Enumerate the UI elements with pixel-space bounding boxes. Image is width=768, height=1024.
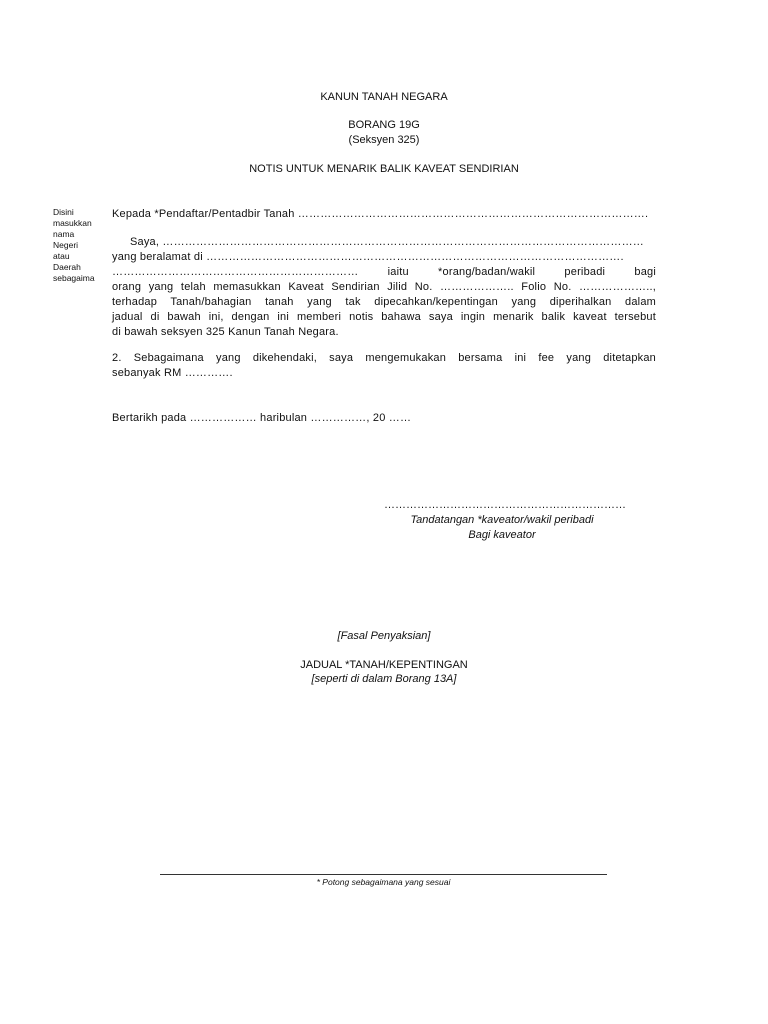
paragraph-1 xyxy=(112,235,656,340)
paragraph-1-line: ………………………………………………………… iaitu *orang/badan/wakil peribadi bagi xyxy=(112,266,656,278)
margin-note-line: Disini xyxy=(53,207,74,217)
attestation-clause: [Fasal Penyaksian] xyxy=(337,630,431,642)
margin-note-line: masukkan xyxy=(53,218,92,228)
paragraph-1-line: orang yang telah memasukkan Kaveat Sendirian Jilid No. ……………….. Folio No. ……………….., xyxy=(112,281,656,293)
paragraph-2-line: 2. Sebagaimana yang dikehendaki, saya mengemukakan bersama ini fee yang ditetapkan xyxy=(112,352,656,364)
form-number: BORANG 19G xyxy=(348,119,420,131)
date-line: Bertarikh pada ……………… haribulan ……………, 20 …… xyxy=(112,412,412,424)
date-block xyxy=(112,411,656,426)
signature-line: ………………………………………………………… xyxy=(384,499,626,511)
margin-note-line: nama xyxy=(53,229,75,239)
schedule-title: JADUAL *TANAH/KEPENTINGAN xyxy=(300,659,468,671)
addressee-block xyxy=(112,207,656,222)
law-title: KANUN TANAH NEGARA xyxy=(320,91,448,103)
addressee-line: Kepada *Pendaftar/Pentadbir Tanah …………………………………………………………………………………. xyxy=(112,208,649,220)
margin-note-line: Negeri xyxy=(53,240,79,250)
signature-sublabel: Bagi kaveator xyxy=(468,529,536,541)
footnote-divider xyxy=(160,874,607,875)
paragraph-1-line: terhadap Tanah/bahagian tanah yang tak dipecahkan/kepentingan yang diperihalkan dalam xyxy=(112,296,656,308)
section-reference: (Seksyen 325) xyxy=(348,134,420,146)
paragraph-1-line: di bawah seksyen 325 Kanun Tanah Negara. xyxy=(112,326,339,338)
margin-note-line: sebagaima xyxy=(53,273,95,283)
margin-note-line: Daerah xyxy=(53,262,81,272)
declarant-name-line: Saya, ………………………………………………………………………………………………………………… xyxy=(130,236,644,248)
margin-note-line: atau xyxy=(53,251,70,261)
address-line: yang beralamat di …………………………………………………………………………………………………. xyxy=(112,251,624,263)
paragraph-2 xyxy=(112,351,656,381)
paragraph-2-line: sebanyak RM …………. xyxy=(112,367,233,379)
margin-note xyxy=(53,207,108,284)
schedule-subtitle: [seperti di dalam Borang 13A] xyxy=(311,673,457,685)
paragraph-1-line: jadual di bawah ini, dengan ini memberi notis bahawa saya ingin menarik balik kaveat tersebut xyxy=(112,311,656,323)
signature-label: Tandatangan *kaveator/wakil peribadi xyxy=(410,514,594,526)
form-title: NOTIS UNTUK MENARIK BALIK KAVEAT SENDIRIAN xyxy=(249,163,519,175)
footnote: * Potong sebagaimana yang sesuai xyxy=(316,877,451,887)
